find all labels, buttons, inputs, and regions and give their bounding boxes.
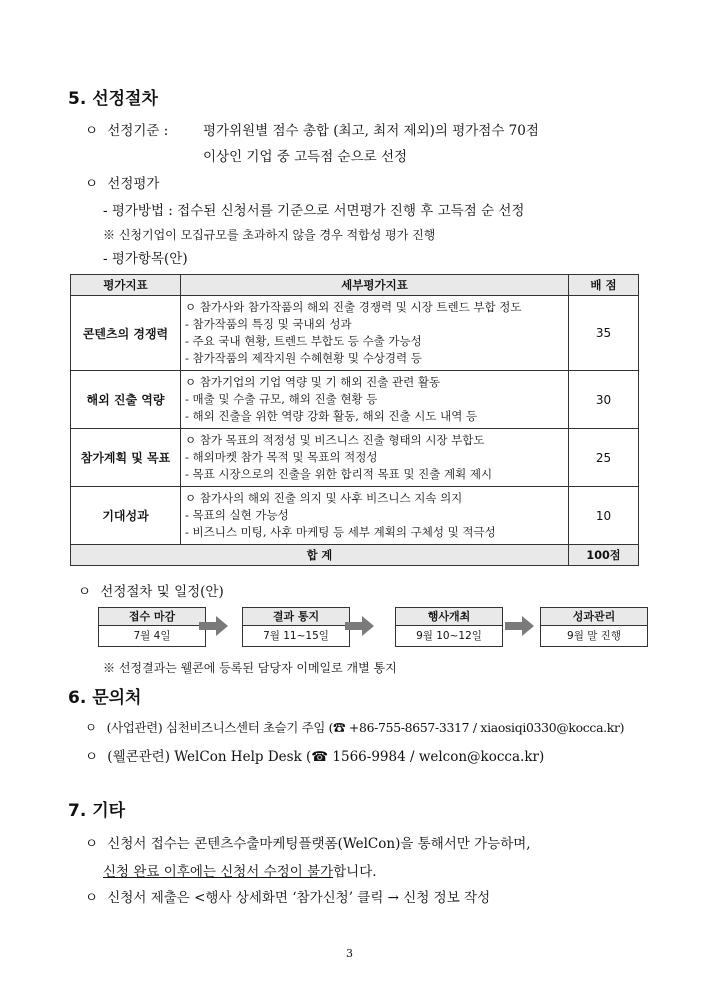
step-date: 9월 10~12일 <box>416 630 482 642</box>
detail-line: - 비즈니스 미팅, 사후 마케팅 등 세부 계획의 구체성 및 적극성 <box>185 525 496 539</box>
arrow-right-icon <box>505 615 535 637</box>
contact-line-2 <box>85 745 544 765</box>
contact-welcon: (웰콘관련) WelCon Help Desk (☎ 1566-9984 / welcon@kocca.kr) <box>107 749 545 765</box>
method-row <box>103 199 524 219</box>
underlined-notice: 신청 완료 이후에는 신청서 수정이 불가 <box>103 864 334 880</box>
detail-line: - 목표의 실현 가능성 <box>185 508 289 522</box>
row-details <box>181 487 569 545</box>
detail-line: - 참가작품의 제작지원 수혜현황 및 수상경력 등 <box>185 351 422 365</box>
detail-line: ㅇ 참가사와 참가작품의 해외 진출 경쟁력 및 시장 트렌드 부합 정도 <box>185 300 522 314</box>
step-title: 행사개최 <box>396 608 502 626</box>
schedule-step <box>98 607 206 647</box>
total-score: 100점 <box>569 545 639 566</box>
row-score: 10 <box>569 487 639 545</box>
bullet: ㅇ <box>78 584 92 600</box>
criteria-row <box>85 119 168 139</box>
step-date: 9월 말 진행 <box>567 630 621 642</box>
section-5-title: 5. 선정절차 <box>68 89 158 109</box>
arrow-right-icon <box>345 615 375 637</box>
step-date: 7월 11~15일 <box>263 630 329 642</box>
bullet: ㅇ <box>85 890 99 906</box>
section-6-title: 6. 문의처 <box>68 688 142 708</box>
other-line-2 <box>103 860 377 880</box>
bullet: ㅇ <box>85 176 99 192</box>
other-text-3: 신청서 제출은 <행사 상세화면 ‘참가신청’ 클릭 → 신청 정보 작성 <box>107 890 491 906</box>
header-details: 세부평가지표 <box>181 275 569 296</box>
result-note: ※ 선정결과는 웰콘에 등록된 담당자 이메일로 개별 통지 <box>103 661 397 675</box>
method-label: - 평가방법 : <box>103 203 173 219</box>
bullet: ㅇ <box>85 720 97 735</box>
page-number: 3 <box>346 947 353 960</box>
evaluation-table <box>70 274 639 566</box>
table-row <box>71 487 639 545</box>
detail-line: ㅇ 참가기업의 기업 역량 및 기 해외 진출 관련 활동 <box>185 375 441 389</box>
arrow-right-icon <box>199 615 229 637</box>
schedule-label: 선정절차 및 일정(안) <box>100 584 224 600</box>
schedule-row <box>78 580 224 600</box>
detail-line: - 목표 시장으로의 진출을 위한 합리적 목표 및 진출 계획 제시 <box>185 467 493 481</box>
other-text-1: 신청서 접수는 콘텐츠수출마케팅플랫폼(WelCon)을 통해서만 가능하며, <box>107 836 531 852</box>
table-row <box>71 296 639 371</box>
contact-business: (사업관련) 심천비즈니스센터 초슬기 주임 (☎ +86-755-8657-3317 / xiaosiqi0330@kocca.kr) <box>106 720 625 735</box>
other-line-3 <box>85 886 490 906</box>
row-category: 참가계획 및 목표 <box>71 429 181 487</box>
step-title: 성과관리 <box>541 608 647 626</box>
total-label: 합 계 <box>71 545 569 566</box>
bullet: ㅇ <box>85 836 99 852</box>
eval-row <box>85 172 159 192</box>
items-label: - 평가항목(안) <box>103 251 188 267</box>
detail-line: ㅇ 참가 목표의 적정성 및 비즈니스 진출 형태의 시장 부합도 <box>185 433 485 447</box>
other-line-1 <box>85 832 531 852</box>
step-date: 7월 4일 <box>133 630 171 642</box>
schedule-step <box>540 607 648 647</box>
detail-line: ㅇ 참가사의 해외 진출 의지 및 사후 비즈니스 지속 의지 <box>185 491 463 505</box>
table-header-row <box>71 275 639 296</box>
method-text: 접수된 신청서를 기준으로 서면평가 진행 후 고득점 순 선정 <box>177 203 525 219</box>
detail-line: - 해외 진출을 위한 역량 강화 활동, 해외 진출 시도 내역 등 <box>185 409 478 423</box>
detail-line: - 매출 및 수출 규모, 해외 진출 현황 등 <box>185 392 378 406</box>
other-text-2: 합니다. <box>333 864 377 880</box>
criteria-line-2: 이상인 기업 중 고득점 순으로 선정 <box>203 149 408 165</box>
bullet: ㅇ <box>85 123 99 139</box>
row-category: 콘텐츠의 경쟁력 <box>71 296 181 371</box>
row-details <box>181 371 569 429</box>
row-score: 30 <box>569 371 639 429</box>
table-row <box>71 371 639 429</box>
bullet: ㅇ <box>85 749 99 765</box>
schedule-step <box>395 607 503 647</box>
row-details <box>181 429 569 487</box>
table-total-row <box>71 545 639 566</box>
criteria-label: 선정기준 : <box>107 123 169 139</box>
row-score: 35 <box>569 296 639 371</box>
header-score: 배 점 <box>569 275 639 296</box>
row-details <box>181 296 569 371</box>
row-score: 25 <box>569 429 639 487</box>
table-row <box>71 429 639 487</box>
eval-label: 선정평가 <box>107 176 160 192</box>
step-title: 결과 통지 <box>243 608 349 626</box>
schedule-step <box>242 607 350 647</box>
contact-line-1 <box>85 718 624 736</box>
header-category: 평가지표 <box>71 275 181 296</box>
eval-note: ※ 신청기업이 모집규모를 초과하지 않을 경우 적합성 평가 진행 <box>103 228 436 242</box>
detail-line: - 참가작품의 특징 및 국내외 성과 <box>185 317 352 331</box>
step-title: 접수 마감 <box>99 608 205 626</box>
row-category: 기대성과 <box>71 487 181 545</box>
detail-line: - 해외마켓 참가 목적 및 목표의 적정성 <box>185 450 378 464</box>
row-category: 해외 진출 역량 <box>71 371 181 429</box>
criteria-line-1: 평가위원별 점수 총합 (최고, 최저 제외)의 평가점수 70점 <box>203 123 539 139</box>
section-7-title: 7. 기타 <box>68 801 126 821</box>
detail-line: - 주요 국내 현황, 트렌드 부합도 등 수출 가능성 <box>185 334 422 348</box>
